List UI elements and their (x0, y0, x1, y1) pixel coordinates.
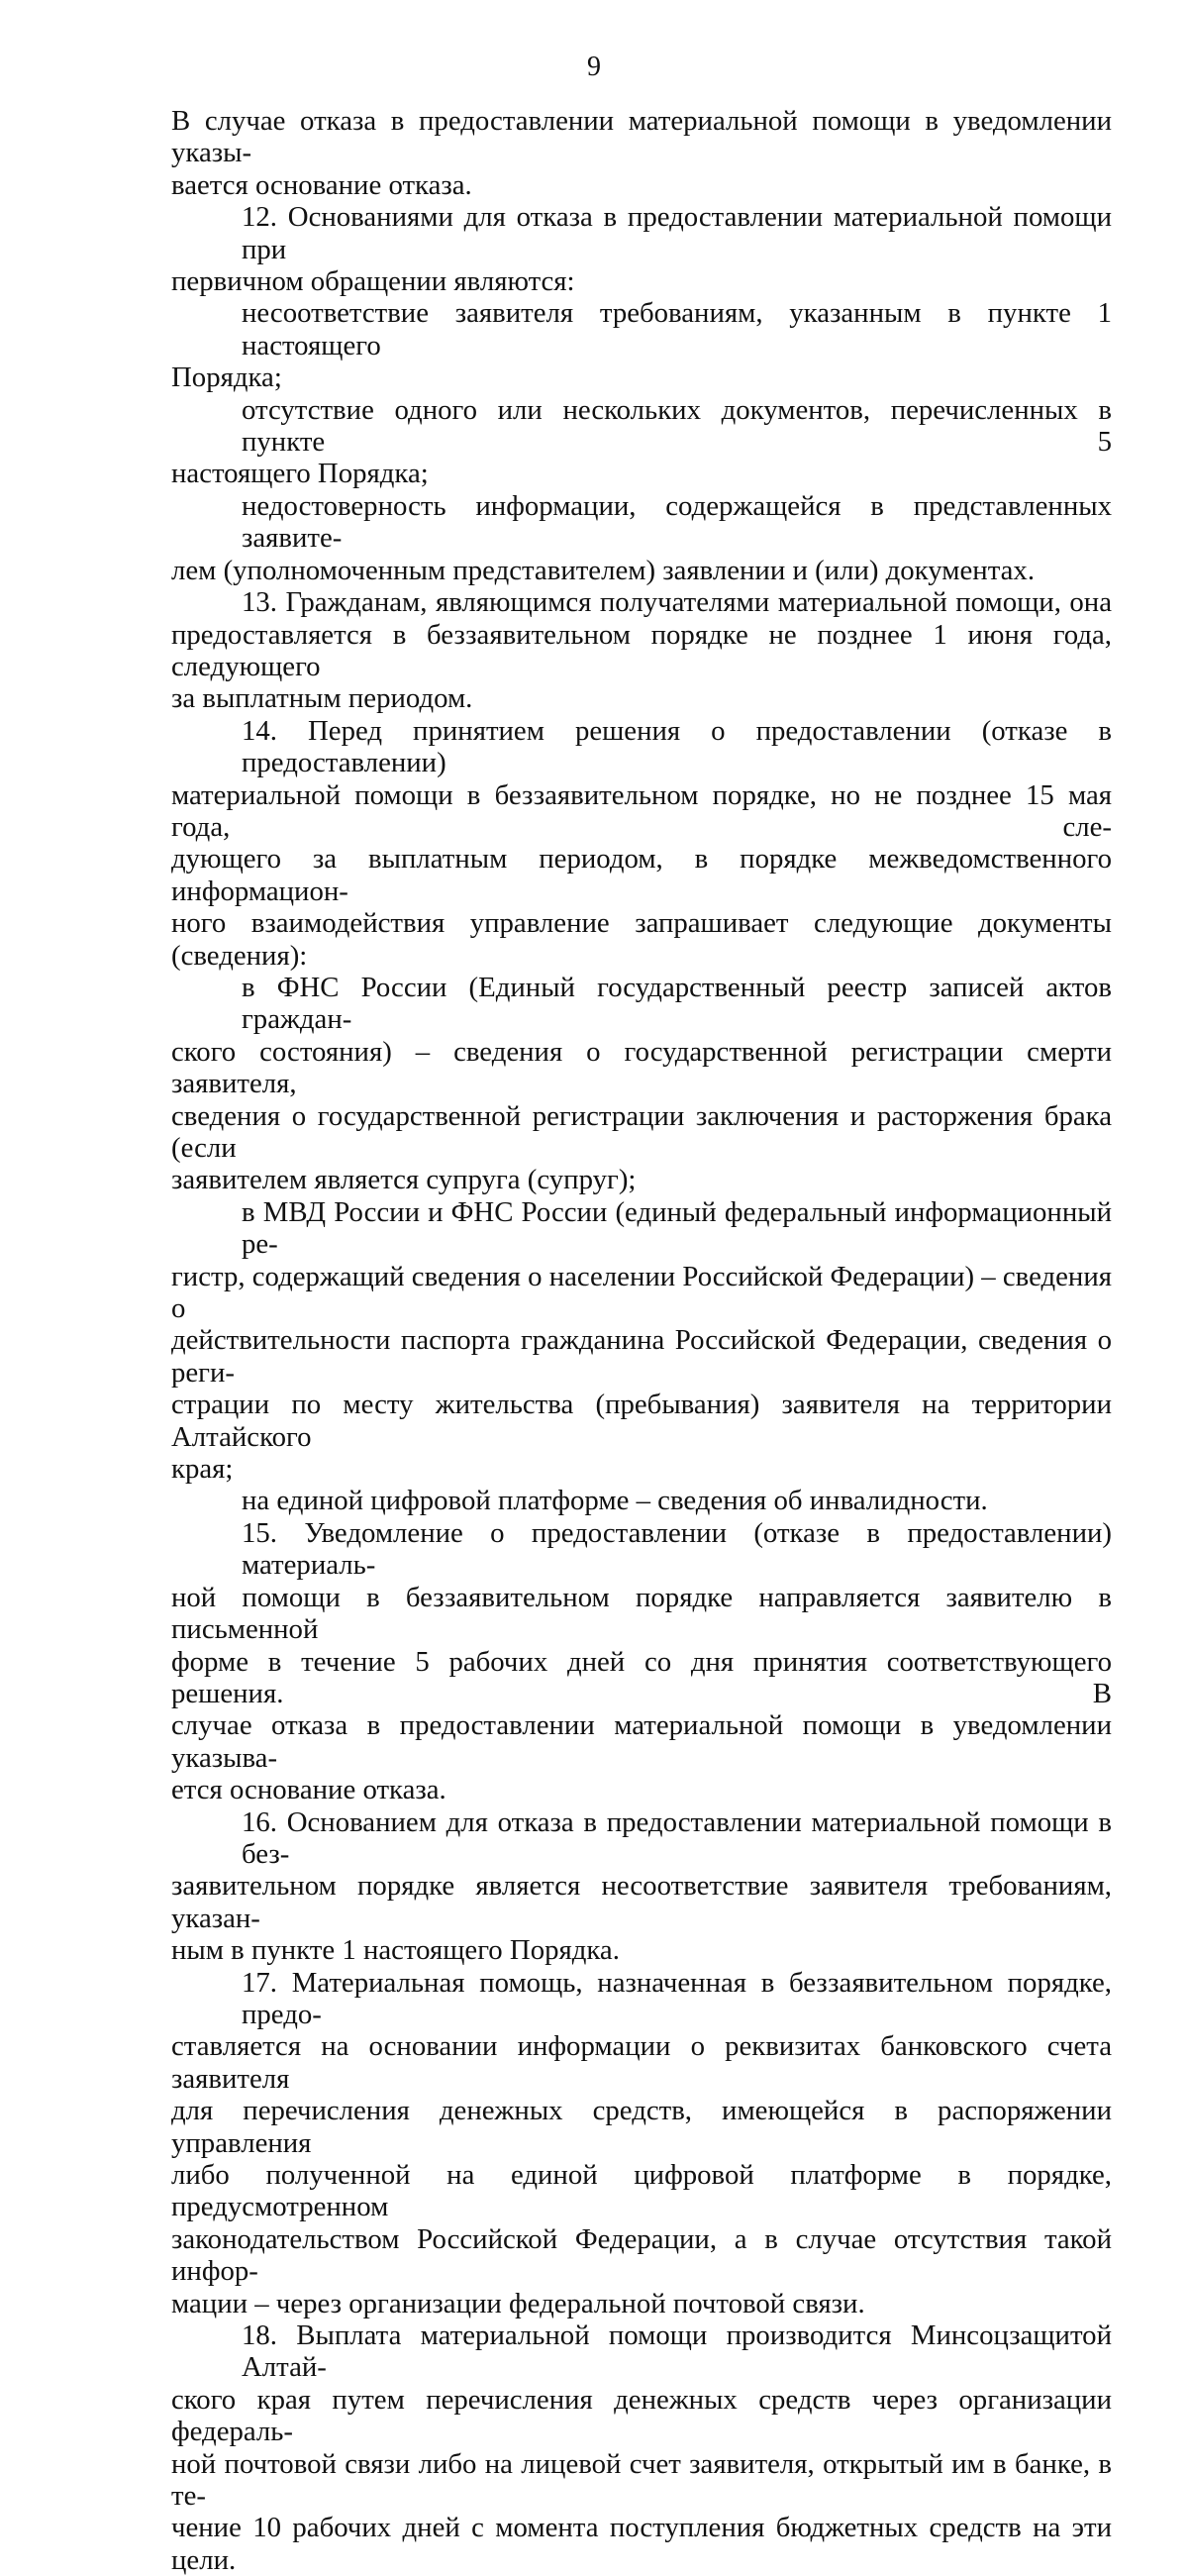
text-line: предоставляется в беззаявительном порядке не позднее 1 июня года, следующего (171, 618, 1112, 682)
text-line: ного взаимодействия управление запрашивает следующие документы (сведения): (171, 907, 1112, 972)
text-line: 15. Уведомление о предоставлении (отказе в предоставлении) материаль- (242, 1516, 1112, 1582)
text-line: края; (171, 1453, 234, 1486)
text-line: в ФНС России (Единый государственный реестр записей актов граждан- (242, 971, 1112, 1036)
text-line: для перечисления денежных средств, имеющейся в распоряжении управления (171, 2095, 1112, 2159)
text-line: в МВД России и ФНС России (единый федеральный информационный ре- (242, 1195, 1112, 1261)
text-line: Порядка; (171, 361, 282, 394)
text-line: 18. Выплата материальной помощи производится Минсоцзащитой Алтай- (242, 2319, 1112, 2384)
text-line: ского состояния) – сведения о государственной регистрации смерти заявителя, (171, 1035, 1112, 1100)
text-line: В случае отказа в предоставлении материальной помощи в уведомлении указы- (171, 105, 1112, 169)
text-line: несоответствие заявителя требованиям, указанным в пункте 1 настоящего (242, 297, 1112, 361)
text-line: ского края путем перечисления денежных средств через организации федераль- (171, 2383, 1112, 2448)
text-line: ным в пункте 1 настоящего Порядка. (171, 1934, 620, 1967)
text-line: 12. Основаниями для отказа в предоставлении материальной помощи при (242, 201, 1112, 265)
text-line: 14. Перед принятием решения о предоставлении (отказе в предоставлении) (242, 714, 1112, 779)
text-line: 17. Материальная помощь, назначенная в беззаявительном порядке, предо- (242, 1966, 1112, 2030)
text-line: дующего за выплатным периодом, в порядке межведомственного информацион- (171, 843, 1112, 907)
text-line: материальной помощи в беззаявительном порядке, но не позднее 15 мая года, сле- (171, 778, 1112, 843)
text-line: ной почтовой связи либо на лицевой счет заявителя, открытый им в банке, в те- (171, 2447, 1112, 2513)
text-line: ной помощи в беззаявительном порядке направляется заявителю в письменной (171, 1581, 1112, 1646)
text-line: чение 10 рабочих дней с момента поступления бюджетных средств на эти цели. (171, 2512, 1112, 2576)
text-line: законодательством Российской Федерации, а в случае отсутствия такой инфор- (171, 2222, 1112, 2288)
document-body (171, 105, 1112, 2576)
text-line: настоящего Порядка; (171, 458, 429, 490)
text-line: страции по месту жительства (пребывания) заявителя на территории Алтайского (171, 1389, 1112, 1453)
text-line: случае отказа в предоставлении материальной помощи в уведомлении указыва- (171, 1709, 1112, 1774)
text-line: лем (уполномоченным представителем) заявлении и (или) документах. (171, 554, 1036, 586)
text-line: действительности паспорта гражданина Российской Федерации, сведения о реги- (171, 1324, 1112, 1389)
text-line: вается основание отказа. (171, 168, 472, 201)
text-line: ставляется на основании информации о реквизитах банковского счета заявителя (171, 2030, 1112, 2095)
text-line: 16. Основанием для отказа в предоставлении материальной помощи в без- (242, 1805, 1112, 1870)
text-line: 13. Гражданам, являющимся получателями материальной помощи, она (242, 586, 1112, 619)
text-line: недостоверность информации, содержащейся в представленных заявите- (242, 489, 1112, 555)
text-line: мации – через организации федеральной почтовой связи. (171, 2287, 865, 2319)
text-line: сведения о государственной регистрации заключения и расторжения брака (если (171, 1099, 1112, 1164)
text-line: гистр, содержащий сведения о населении Российской Федерации) – сведения о (171, 1260, 1113, 1325)
text-line: ется основание отказа. (171, 1774, 446, 1806)
text-line: за выплатным периодом. (171, 682, 473, 715)
text-line: отсутствие одного или нескольких документов, перечисленных в пункте 5 (242, 393, 1112, 459)
text-line: форме в течение 5 рабочих дней со дня принятия соответствующего решения. В (171, 1645, 1112, 1709)
text-line: заявительном порядке является несоответствие заявителя требованиям, указан- (171, 1870, 1112, 1934)
page-number: 9 (587, 52, 601, 82)
text-line: заявителем является супруга (супруг); (171, 1164, 637, 1196)
text-line: на единой цифровой платформе – сведения об инвалидности. (242, 1485, 988, 1517)
text-line: либо полученной на единой цифровой платформе в порядке, предусмотренном (171, 2159, 1112, 2223)
text-line: первичном обращении являются: (171, 265, 575, 298)
